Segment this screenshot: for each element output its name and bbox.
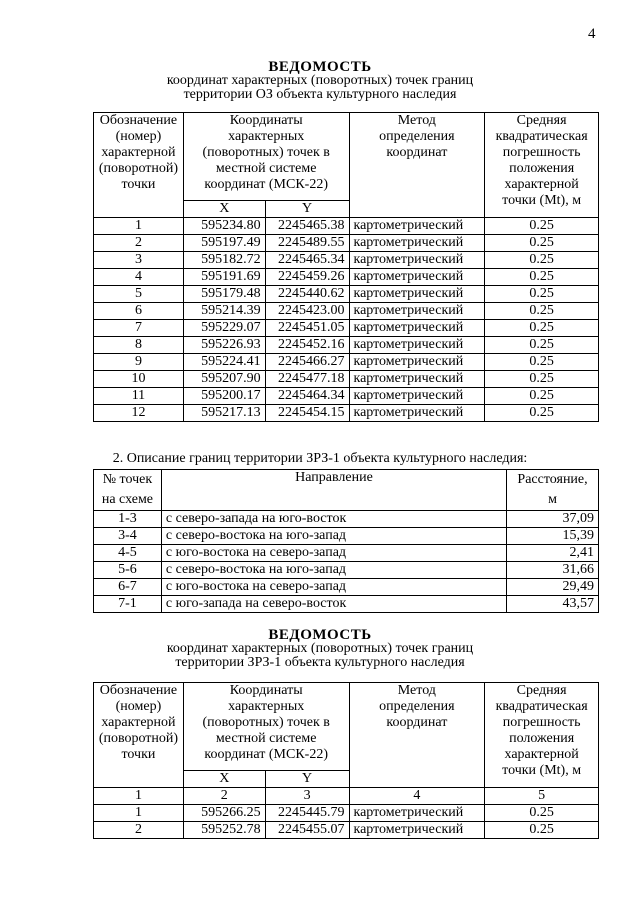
table-row bbox=[94, 805, 599, 822]
coord-x: 595182.72 bbox=[183, 252, 265, 269]
coord-x: 595217.13 bbox=[183, 405, 265, 422]
error: 0.25 bbox=[485, 354, 599, 371]
direction: с юго-востока на северо-запад bbox=[161, 545, 506, 562]
coord-y: 2245445.79 bbox=[265, 805, 349, 822]
table-row bbox=[94, 354, 599, 371]
coord-y: 2245454.15 bbox=[265, 405, 349, 422]
method: картометрический bbox=[349, 822, 485, 839]
section3-heading bbox=[0, 628, 640, 670]
distance: 29,49 bbox=[507, 579, 599, 596]
distance: 31,66 bbox=[507, 562, 599, 579]
method: картометрический bbox=[349, 354, 485, 371]
error: 0.25 bbox=[485, 235, 599, 252]
direction: с северо-запада на юго-восток bbox=[161, 511, 506, 528]
distance: 43,57 bbox=[507, 596, 599, 613]
error: 0.25 bbox=[485, 303, 599, 320]
point-number: 8 bbox=[94, 337, 184, 354]
table-row bbox=[94, 579, 599, 596]
coord-y: 2245477.18 bbox=[265, 371, 349, 388]
point-number: 12 bbox=[94, 405, 184, 422]
table-row bbox=[94, 320, 599, 337]
error: 0.25 bbox=[485, 320, 599, 337]
table-row bbox=[94, 405, 599, 422]
distance: 15,39 bbox=[507, 528, 599, 545]
segment-points: 1-3 bbox=[94, 511, 162, 528]
coord-x: 595179.48 bbox=[183, 286, 265, 303]
point-number: 1 bbox=[94, 218, 184, 235]
point-number: 11 bbox=[94, 388, 184, 405]
method: картометрический bbox=[349, 269, 485, 286]
table-row bbox=[94, 528, 599, 545]
point-number: 3 bbox=[94, 252, 184, 269]
section1-title: ВЕДОМОСТЬ bbox=[268, 59, 372, 75]
coord-y: 2245452.16 bbox=[265, 337, 349, 354]
coord-y: 2245489.55 bbox=[265, 235, 349, 252]
point-number: 2 bbox=[94, 235, 184, 252]
section1-subtitle2: территории ОЗ объекта культурного наследия bbox=[183, 87, 457, 102]
t1-header-y: Y bbox=[265, 201, 349, 218]
table-row bbox=[94, 371, 599, 388]
method: картометрический bbox=[349, 405, 485, 422]
segment-points: 7-1 bbox=[94, 596, 162, 613]
coord-y: 2245440.62 bbox=[265, 286, 349, 303]
segment-points: 4-5 bbox=[94, 545, 162, 562]
direction: с северо-востока на юго-запад bbox=[161, 562, 506, 579]
method: картометрический bbox=[349, 337, 485, 354]
table-row bbox=[94, 388, 599, 405]
point-number: 6 bbox=[94, 303, 184, 320]
table-row bbox=[94, 511, 599, 528]
t3-header-coords: Координаты характерных (поворотных) точек в местной системе координат (МСК-22) bbox=[183, 683, 349, 771]
method: картометрический bbox=[349, 235, 485, 252]
section3-subtitle1: координат характерных (поворотных) точек границ bbox=[166, 641, 474, 656]
method: картометрический bbox=[349, 371, 485, 388]
t3-header-error: Средняя квадратическая погрешность положения характерной точки (Mt), м bbox=[485, 683, 599, 788]
direction: с юго-запада на северо-восток bbox=[161, 596, 506, 613]
method: картометрический bbox=[349, 805, 485, 822]
error: 0.25 bbox=[485, 371, 599, 388]
coord-x: 595252.78 bbox=[183, 822, 265, 839]
t3-header-point: Обозначение (номер) характерной (поворотной) точки bbox=[94, 683, 184, 788]
table-row bbox=[94, 252, 599, 269]
section3-subtitle2: территории ЗРЗ-1 объекта культурного наследия bbox=[175, 655, 465, 670]
distance: 37,09 bbox=[507, 511, 599, 528]
error: 0.25 bbox=[485, 269, 599, 286]
section1-subtitle1: координат характерных (поворотных) точек границ bbox=[166, 73, 474, 88]
method: картометрический bbox=[349, 218, 485, 235]
t2-header-direction: Направление bbox=[161, 470, 506, 511]
method: картометрический bbox=[349, 286, 485, 303]
table-row bbox=[94, 286, 599, 303]
point-number: 9 bbox=[94, 354, 184, 371]
section3-title: ВЕДОМОСТЬ bbox=[268, 627, 372, 643]
error: 0.25 bbox=[485, 405, 599, 422]
coord-x: 595207.90 bbox=[183, 371, 265, 388]
point-number: 7 bbox=[94, 320, 184, 337]
segment-points: 3-4 bbox=[94, 528, 162, 545]
coord-y: 2245459.26 bbox=[265, 269, 349, 286]
table-row bbox=[94, 596, 599, 613]
coord-y: 2245451.05 bbox=[265, 320, 349, 337]
coord-x: 595229.07 bbox=[183, 320, 265, 337]
coord-y: 2245455.07 bbox=[265, 822, 349, 839]
t1-header-point: Обозначение (номер) характерной (поворотной) точки bbox=[94, 113, 184, 218]
table-row bbox=[94, 303, 599, 320]
coord-y: 2245464.34 bbox=[265, 388, 349, 405]
t3-header-method: Метод определения координат bbox=[349, 683, 485, 788]
point-number: 1 bbox=[94, 805, 184, 822]
coord-y: 2245465.38 bbox=[265, 218, 349, 235]
error: 0.25 bbox=[485, 388, 599, 405]
t3-numbering-row: 1 2 3 4 5 bbox=[94, 788, 599, 805]
point-number: 2 bbox=[94, 822, 184, 839]
coord-y: 2245466.27 bbox=[265, 354, 349, 371]
segment-points: 5-6 bbox=[94, 562, 162, 579]
t3-header-y: Y bbox=[265, 771, 349, 788]
method: картометрический bbox=[349, 252, 485, 269]
coord-x: 595197.49 bbox=[183, 235, 265, 252]
segment-points: 6-7 bbox=[94, 579, 162, 596]
distance: 2,41 bbox=[507, 545, 599, 562]
coord-x: 595266.25 bbox=[183, 805, 265, 822]
error: 0.25 bbox=[485, 252, 599, 269]
table-row bbox=[94, 269, 599, 286]
t3-header-x: X bbox=[183, 771, 265, 788]
point-number: 4 bbox=[94, 269, 184, 286]
table-row bbox=[94, 337, 599, 354]
error: 0.25 bbox=[485, 822, 599, 839]
table-row bbox=[94, 545, 599, 562]
coord-x: 595214.39 bbox=[183, 303, 265, 320]
direction: с северо-востока на юго-запад bbox=[161, 528, 506, 545]
coord-x: 595234.80 bbox=[183, 218, 265, 235]
table-row bbox=[94, 562, 599, 579]
page-number: 4 bbox=[588, 26, 596, 42]
error: 0.25 bbox=[485, 337, 599, 354]
method: картометрический bbox=[349, 303, 485, 320]
coord-x: 595224.41 bbox=[183, 354, 265, 371]
error: 0.25 bbox=[485, 805, 599, 822]
point-number: 5 bbox=[94, 286, 184, 303]
section2-caption: 2. Описание границ территории ЗРЗ-1 объекта культурного наследия: bbox=[112, 451, 528, 466]
coordinates-table-zrz1 bbox=[93, 682, 599, 839]
coord-y: 2245465.34 bbox=[265, 252, 349, 269]
coord-x: 595191.69 bbox=[183, 269, 265, 286]
error: 0.25 bbox=[485, 218, 599, 235]
coord-x: 595200.17 bbox=[183, 388, 265, 405]
t1-header-error: Средняя квадратическая погрешность положения характерной точки (Mt), м bbox=[485, 113, 599, 218]
table-row bbox=[94, 218, 599, 235]
t1-header-coords: Координаты характерных (поворотных) точек в местной системе координат (МСК-22) bbox=[183, 113, 349, 201]
coord-x: 595226.93 bbox=[183, 337, 265, 354]
t2-header-distance: Расстояние, м bbox=[507, 470, 599, 511]
t1-header-x: X bbox=[183, 201, 265, 218]
table-row bbox=[94, 822, 599, 839]
error: 0.25 bbox=[485, 286, 599, 303]
method: картометрический bbox=[349, 388, 485, 405]
point-number: 10 bbox=[94, 371, 184, 388]
direction: с юго-востока на северо-запад bbox=[161, 579, 506, 596]
coordinates-table-oz bbox=[93, 112, 599, 422]
boundary-description-table bbox=[93, 469, 599, 613]
table-row bbox=[94, 235, 599, 252]
section1-heading bbox=[0, 60, 640, 102]
method: картометрический bbox=[349, 320, 485, 337]
t2-header-points: № точек на схеме bbox=[94, 470, 162, 511]
coord-y: 2245423.00 bbox=[265, 303, 349, 320]
t1-header-method: Метод определения координат bbox=[349, 113, 485, 218]
